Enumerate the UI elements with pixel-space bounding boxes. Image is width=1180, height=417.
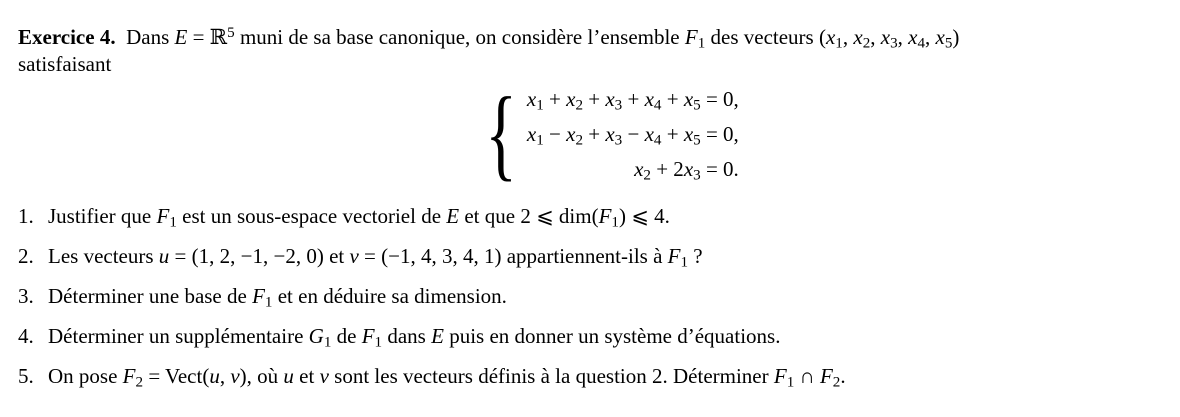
list-item bbox=[18, 203, 1162, 230]
item-number: 3. bbox=[18, 284, 34, 308]
item-text: Justifier que $F_1$ est un sous-espace vectoriel de E et que 2 ⩽ $dim(F_1)$ ⩽ 4. bbox=[48, 204, 670, 231]
item-number: 5. bbox=[18, 364, 34, 388]
item-text: Déterminer une base de $F_1$ et en déduire sa dimension. bbox=[48, 284, 507, 311]
intro-line-1: Exercice 4. Dans E = ℝ$^5$ muni de sa base canonique, on considère l’ensemble $F_1$ des vecteurs ($x_1$, $x_2$, $x_3$, $x_4$, $x_5$) bbox=[18, 25, 960, 52]
equation-rows bbox=[527, 82, 739, 187]
equation-row: $x_2 + 2x_3 = 0$. bbox=[634, 157, 739, 184]
item-text: Déterminer un supplémentaire $G_1$ de $F_1$ dans E puis en donner un système d’équations. bbox=[48, 324, 781, 351]
item-text: On pose $F_2$ = Vect(u, v), où u et v sont les vecteurs définis à la question 2. Déterminer $F_1$ ∩ $F_2$. bbox=[48, 364, 846, 391]
equation-row: $x_1 + x_2 + x_3 + x_4 + x_5 = 0$, bbox=[526, 87, 739, 114]
item-number: 4. bbox=[18, 324, 34, 348]
left-brace: { bbox=[485, 77, 517, 191]
item-number: 2. bbox=[18, 244, 34, 268]
intro-paragraph bbox=[18, 24, 1162, 78]
item-number: 1. bbox=[18, 204, 34, 228]
item-text: Les vecteurs u = (1, 2, −1, −2, 0) et v = (−1, 4, 3, 4, 1) appartiennent-ils à $F_1$ ? bbox=[48, 244, 703, 271]
list-item bbox=[18, 363, 1162, 390]
intro-line-2: satisfaisant bbox=[18, 52, 112, 76]
list-item bbox=[18, 323, 1162, 350]
equation-row: $x_1 - x_2 + x_3 - x_4 + x_5 = 0$, bbox=[526, 122, 739, 149]
equation-system bbox=[485, 77, 739, 191]
list-item bbox=[18, 243, 1162, 270]
list-item bbox=[18, 283, 1162, 310]
exercise-question-list bbox=[18, 203, 1162, 390]
